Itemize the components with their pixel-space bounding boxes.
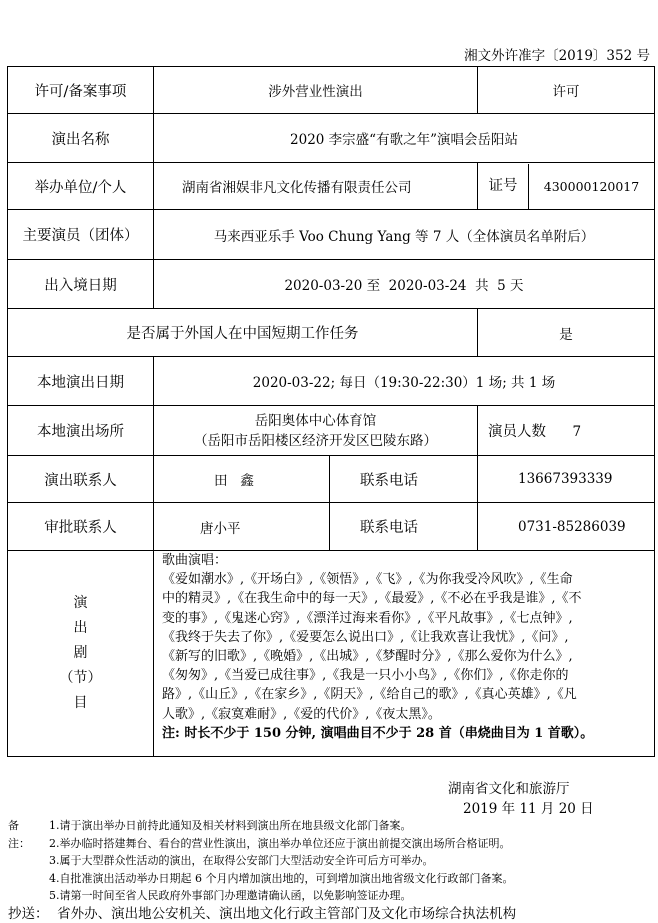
note-item: 2.举办临时搭建舞台、看台的营业性演出，演出举办单位还应于演出前提交演出场所合格证明。 (49, 836, 511, 850)
row-permit-item (8, 67, 655, 114)
cc-line: 抄送： 省外办、演出地公安机关、演出地文化行政主管部门及文化市场综合执法机构 (8, 906, 517, 922)
program-label-char: （节） (59, 670, 102, 686)
show-name-label: 演出名称 (8, 114, 154, 163)
short-work-label: 是否属于外国人在中国短期工作任务 (8, 309, 478, 357)
venue-name: 岳阳奥体中心体育馆 (254, 412, 377, 429)
contact-phone-label: 联系电话 (330, 456, 478, 503)
organizer-label: 举办单位/个人 (8, 163, 154, 210)
program-line: 变的事》,《鬼迷心窍》,《漂洋过海来看你》,《平凡故事》,《七点钟》, (162, 610, 573, 626)
venue-label: 本地演出场所 (8, 406, 154, 456)
local-date-value: 2020-03-22; 每日（19:30-22:30）1 场; 共 1 场 (154, 357, 655, 406)
row-performers (8, 210, 655, 260)
program-line: 《爱如潮水》,《开场白》,《领悟》,《飞》,《为你我受冷风吹》,《生命 (162, 572, 573, 588)
organizer-value: 湖南省湘娱非凡文化传播有限责任公司 (154, 163, 478, 210)
approval-label: 审批联系人 (8, 503, 154, 551)
program-label (8, 551, 154, 757)
issuing-authority: 湖南省文化和旅游厅 (448, 781, 570, 797)
performer-count-value: 7 (572, 424, 582, 440)
cert-label: 证号 (478, 164, 529, 209)
program-label-char: 出 (73, 620, 88, 636)
contact-label: 演出联系人 (8, 456, 154, 503)
performers-value: 马来西亚乐手 Voo Chung Yang 等 7 人（全体演员名单附后） (154, 210, 655, 260)
show-name-value: 2020 李宗盛“有歌之年”演唱会岳阳站 (154, 114, 655, 163)
row-local-date (8, 357, 655, 406)
approval-value: 唐小平 (154, 503, 330, 551)
program-title: 歌曲演唱： (162, 553, 228, 568)
item-value: 涉外营业性演出 (154, 67, 478, 114)
row-program (8, 551, 655, 757)
row-short-work (8, 309, 655, 357)
note-item: 1.请于演出举办日前持此通知及相关材料到演出所在地县级文化部门备案。 (49, 819, 412, 832)
approval-phone-value: 0731-85286039 (478, 503, 655, 551)
notes-list (49, 817, 649, 905)
program-label-char: 目 (73, 695, 88, 711)
program-line: 路》,《山丘》,《在家乡》,《阴天》,《给自己的歌》,《真心英雄》,《凡 (162, 687, 577, 703)
performer-count-label: 演员人数 (488, 424, 546, 440)
note-item: 5.请第一时间至省人民政府外事部门办理邀请确认函，以免影响签证办理。 (49, 889, 412, 902)
permit-value: 许可 (478, 67, 655, 114)
program-line: 《我终于失去了你》,《爱要怎么说出口》,《让我欢喜让我忧》,《问》, (162, 629, 569, 645)
program-label-char: 剧 (73, 645, 88, 661)
short-work-value: 是 (478, 309, 655, 357)
program-label-char: 演 (73, 595, 88, 611)
approval-phone-label: 联系电话 (330, 503, 478, 551)
notes-heading: 备注： (8, 819, 30, 850)
cert-value: 430000120017 (543, 178, 640, 194)
contact-phone-value: 13667393339 (478, 456, 655, 503)
program-line: 中的精灵》,《在我生命中的每一天》,《最爱》,《不必在乎我是谁》,《不 (162, 591, 582, 607)
local-date-label: 本地演出日期 (8, 357, 154, 406)
program-note: 注: 时长不少于 150 分钟, 演唱曲目不少于 28 首（串烧曲目为 1 首歌）。 (162, 725, 594, 741)
issue-date: 2019 年 11 月 20 日 (463, 801, 594, 817)
row-approval-contact (8, 503, 655, 551)
venue-value (154, 406, 478, 456)
note-item: 3.属于大型群众性活动的演出，在取得公安部门大型活动安全许可后方可举办。 (49, 854, 434, 867)
permit-form-table (7, 66, 655, 757)
program-line: 《新写的旧歌》,《晚婚》,《出城》,《梦醒时分》,《那么爱你为什么》, (162, 649, 573, 665)
row-organizer (8, 163, 655, 210)
entry-exit-value: 2020-03-20 至 2020-03-24 共 5 天 (154, 260, 655, 309)
program-line: 人歌》,《寂寞难耐》,《爱的代价》,《夜太黑》。 (162, 706, 441, 722)
row-show-name (8, 114, 655, 163)
row-contact (8, 456, 655, 503)
license-number: 湘文外许准字〔2019〕352 号 (464, 48, 650, 64)
row-venue (8, 406, 655, 456)
program-content (154, 551, 655, 757)
note-item: 4.自批准演出活动举办日期起 6 个月内增加演出地的，可到增加演出地省级文化行政部门备案。 (49, 871, 514, 885)
contact-value: 田 鑫 (154, 456, 330, 503)
item-label: 许可/备案事项 (8, 67, 154, 114)
program-line: 《匆匆》,《当爱已成往事》,《我是一只小小鸟》,《你们》,《你走你的 (162, 668, 569, 684)
venue-address: （岳阳市岳阳楼区经济开发区巴陵东路） (194, 432, 437, 449)
entry-exit-label: 出入境日期 (8, 260, 154, 309)
row-entry-exit (8, 260, 655, 309)
performers-label: 主要演员（团体） (8, 210, 154, 260)
